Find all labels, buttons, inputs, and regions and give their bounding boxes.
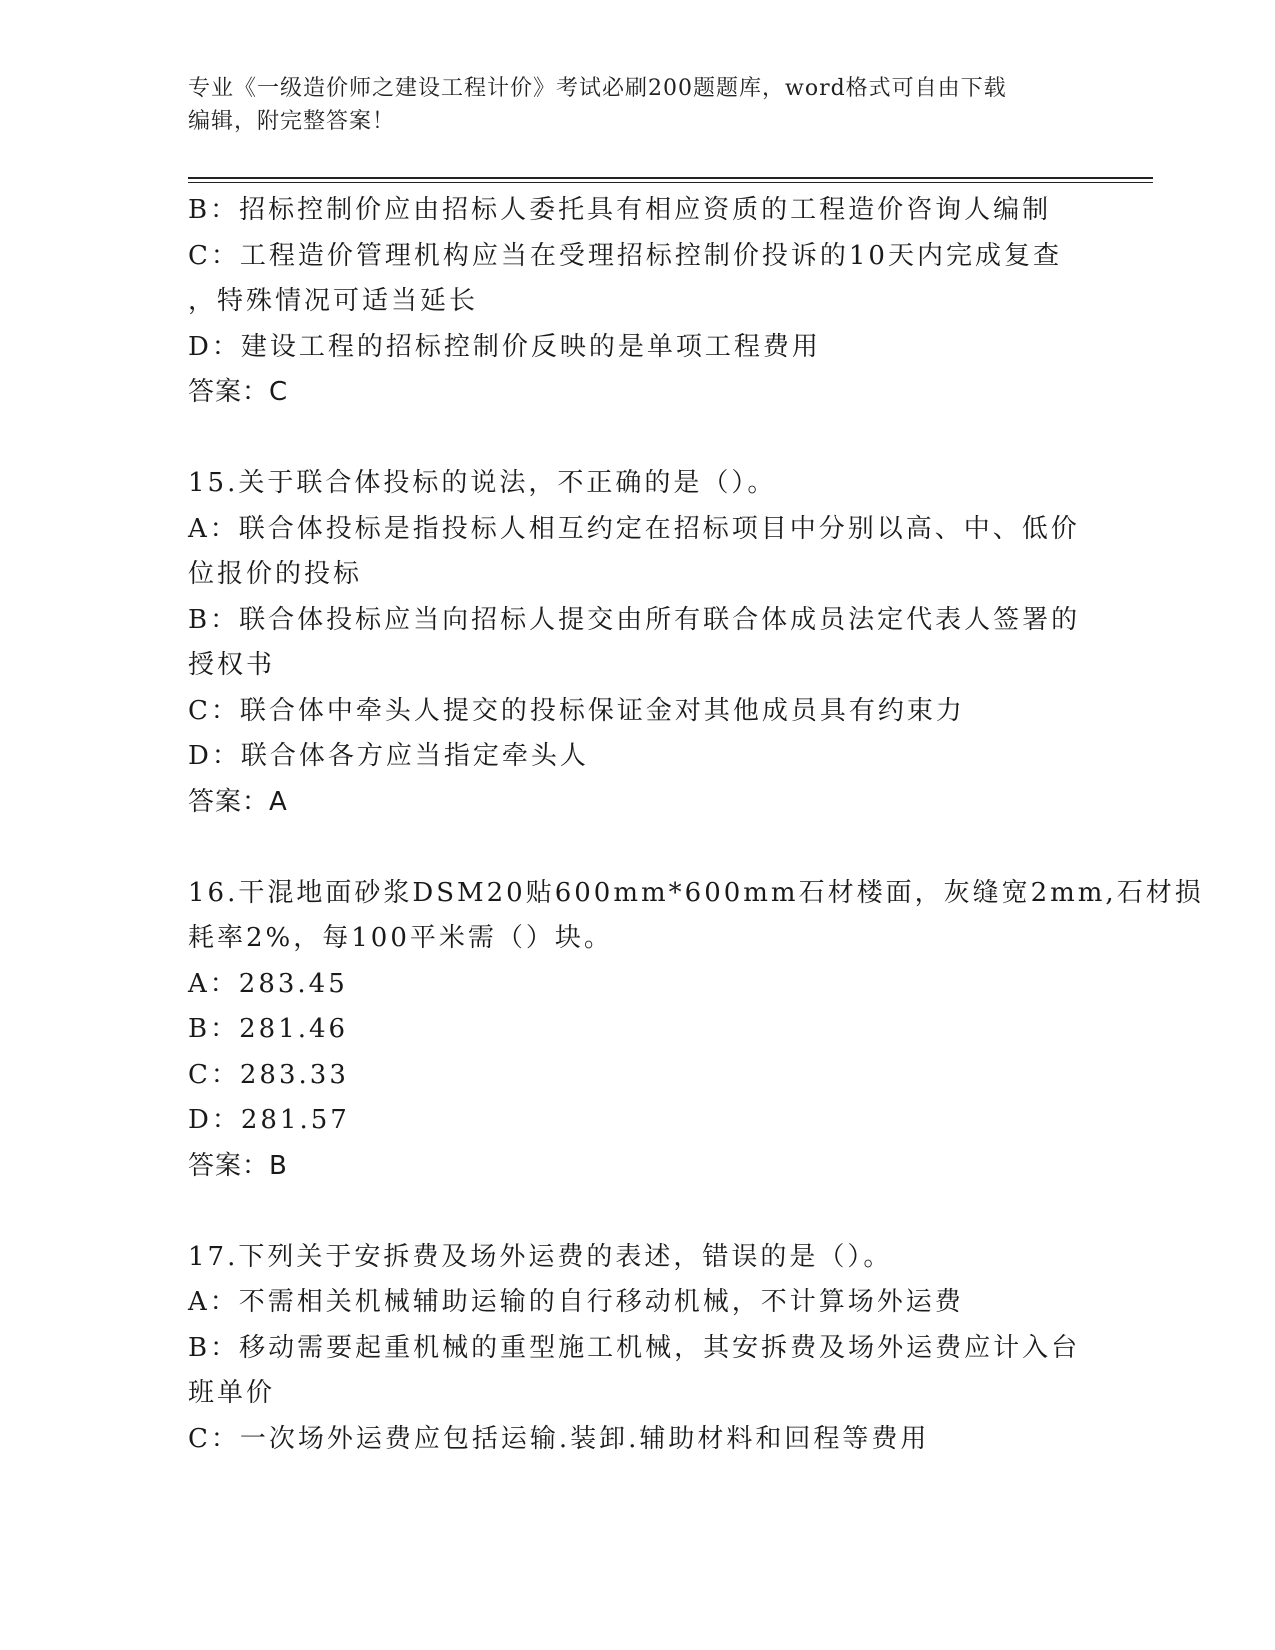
- q15-answer: 答案：A: [188, 786, 288, 817]
- spacer: [188, 825, 1088, 871]
- q15-option-d: D：联合体各方应当指定牵头人: [188, 741, 589, 771]
- q16-answer: 答案：B: [188, 1150, 288, 1181]
- q17-option-b-line1: B：移动需要起重机械的重型施工机械，其安拆费及场外运费应计入台: [188, 1332, 1081, 1363]
- q15-option-b-line2: 授权书: [188, 650, 276, 680]
- header-line-1: 专业《一级造价师之建设工程计价》考试必刷200题题库，word格式可自由下载: [188, 76, 1007, 101]
- q16-question-line2: 耗率2%，每100平米需（）块。: [188, 923, 613, 953]
- q17-option-b-line2: 班单价: [188, 1378, 276, 1408]
- q14-option-b: B：招标控制价应由招标人委托具有相应资质的工程造价咨询人编制: [188, 195, 1052, 225]
- header-line-2: 编辑，附完整答案！: [188, 109, 396, 134]
- q14-answer: 答案：C: [188, 377, 289, 407]
- header-rule-thick: [188, 177, 1153, 179]
- q16-option-d: D：281.57: [188, 1105, 350, 1135]
- q15-option-a-line2: 位报价的投标: [188, 559, 363, 589]
- q15-option-c: C：联合体中牵头人提交的投标保证金对其他成员具有约束力: [188, 695, 965, 726]
- question-content: [188, 188, 1204, 1462]
- q14-option-d: D：建设工程的招标控制价反映的是单项工程费用: [188, 331, 821, 362]
- q15-question: 15.关于联合体投标的说法，不正确的是（）。: [188, 468, 777, 498]
- spacer: [188, 416, 1088, 462]
- q15-option-b-line1: B：联合体投标应当向招标人提交由所有联合体成员法定代表人签署的: [188, 604, 1081, 635]
- header-rule-thin: [188, 182, 1153, 183]
- document-header: [188, 72, 1088, 138]
- q16-option-b: B：281.46: [188, 1014, 349, 1044]
- q14-option-c-line1: C：工程造价管理机构应当在受理招标控制价投诉的10天内完成复查: [188, 240, 1062, 271]
- q16-option-c: C：283.33: [188, 1059, 349, 1090]
- q16-question-line1: 16.干混地面砂浆DSM20贴600mm*600mm石材楼面，灰缝宽2mm,石材损: [188, 877, 1204, 908]
- q17-question: 17.下列关于安拆费及场外运费的表述，错误的是（）。: [188, 1241, 893, 1272]
- q15-option-a-line1: A：联合体投标是指投标人相互约定在招标项目中分别以高、中、低价: [188, 513, 1080, 544]
- q17-option-c: C：一次场外运费应包括运输.装卸.辅助材料和回程等费用: [188, 1423, 930, 1454]
- q16-option-a: A：283.45: [188, 968, 348, 999]
- q14-option-c-line2: ，特殊情况可适当延长: [188, 286, 479, 316]
- q17-option-a: A：不需相关机械辅助运输的自行移动机械，不计算场外运费: [188, 1287, 964, 1317]
- spacer: [188, 1189, 1088, 1235]
